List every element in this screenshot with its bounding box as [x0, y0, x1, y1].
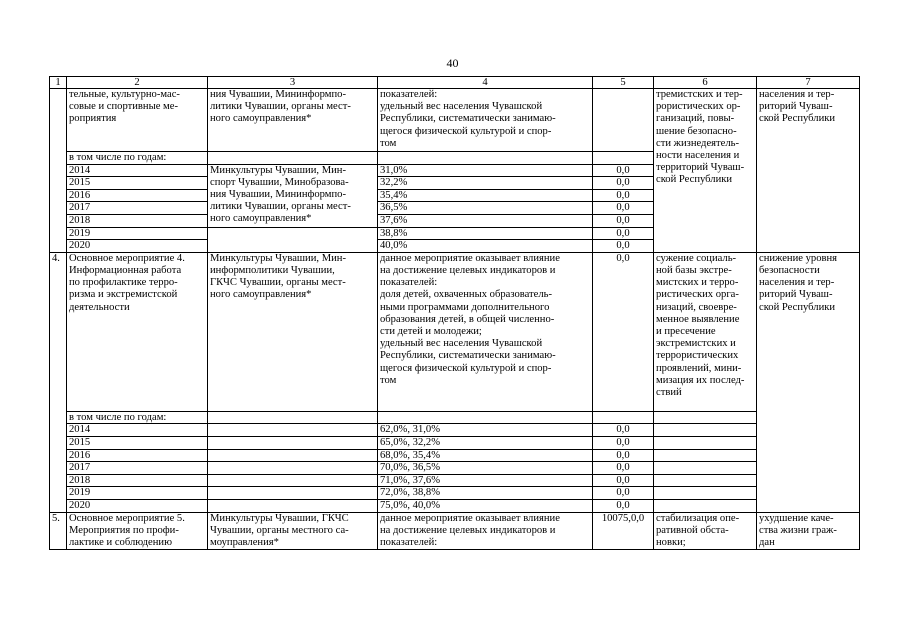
amount-cell: 0,0 — [593, 487, 654, 500]
value-cell: 35,4% — [378, 189, 593, 202]
amount-cell: 0,0 — [593, 449, 654, 462]
amount-cell: 0,0 — [593, 202, 654, 215]
amount-cell — [593, 89, 654, 152]
executors-cell: ния Чувашии, Мининформпо- литики Чувашии, органы мест- ного самоуправления* — [208, 89, 378, 152]
amount-cell: 0,0 — [593, 177, 654, 190]
amount-cell: 10075,0,0 — [593, 512, 654, 550]
value-cell: 38,8% — [378, 227, 593, 240]
col-header: 3 — [208, 77, 378, 89]
value-cell: 65,0%, 32,2% — [378, 436, 593, 449]
risk-cell: снижение уровня безопасности населения и тер- риторий Чуваш- ской Республики — [757, 252, 860, 512]
expected-result-cell: стабилизация опе- ративной обста- новки; — [654, 512, 757, 550]
indicators-cell: данное мероприятие оказывает влияние на достижение целевых индикаторов и показателей: — [378, 512, 593, 550]
event-name-cell: Основное мероприятие 4. Информационная работа по профилактике терро- ризма и экстремистской деятельности — [67, 252, 208, 411]
risk-cell: ухудшение каче- ства жизни граж- дан — [757, 512, 860, 550]
program-table — [49, 76, 860, 550]
amount-cell: 0,0 — [593, 227, 654, 240]
year-cell: 2020 — [67, 499, 208, 512]
amount-cell: 0,0 — [593, 499, 654, 512]
col-header: 6 — [654, 77, 757, 89]
year-cell: 2018 — [67, 214, 208, 227]
year-cell: 2018 — [67, 474, 208, 487]
by-years-label: в том числе по годам: — [67, 152, 208, 165]
col-header: 4 — [378, 77, 593, 89]
table-row — [50, 499, 860, 512]
expected-result-cell: сужение социаль- ной базы экстре- мистских и терро- ристических орга- низаций, своевре- менное выявление и пресечение экстремистских и террористических проявлений, мини- мизация их послед- ствий — [654, 252, 757, 411]
table-row — [50, 252, 860, 411]
expected-result-cell: тремистских и тер- рористических ор- ганизаций, повы- шение безопасно- сти жизнедеятель- ности населения и территорий Чуваш- ской Республики — [654, 89, 757, 253]
value-cell: 72,0%, 38,8% — [378, 487, 593, 500]
event-name-cell: Основное мероприятие 5. Мероприятия по профи- лактике и соблюдению — [67, 512, 208, 550]
table-row — [50, 436, 860, 449]
value-cell: 68,0%, 35,4% — [378, 449, 593, 462]
col-header: 1 — [50, 77, 67, 89]
value-cell: 36,5% — [378, 202, 593, 215]
value-cell: 71,0%, 37,6% — [378, 474, 593, 487]
year-cell: 2014 — [67, 164, 208, 177]
year-cell: 2017 — [67, 202, 208, 215]
value-cell: 40,0% — [378, 240, 593, 253]
amount-cell: 0,0 — [593, 240, 654, 253]
amount-cell: 0,0 — [593, 189, 654, 202]
column-number-row — [50, 77, 860, 89]
value-cell: 75,0%, 40,0% — [378, 499, 593, 512]
by-years-label: в том числе по годам: — [67, 411, 208, 424]
value-cell: 37,6% — [378, 214, 593, 227]
table-row — [50, 411, 860, 424]
amount-cell: 0,0 — [593, 424, 654, 437]
executors-cell: Минкультуры Чувашии, Мин- информполитики Чувашии, ГКЧС Чувашии, органы мест- ного самоуправления* — [208, 252, 378, 411]
value-cell: 31,0% — [378, 164, 593, 177]
col-header: 5 — [593, 77, 654, 89]
amount-cell: 0,0 — [593, 436, 654, 449]
page-number: 40 — [446, 56, 459, 70]
year-cell: 2016 — [67, 449, 208, 462]
year-cell: 2017 — [67, 462, 208, 475]
year-cell: 2016 — [67, 189, 208, 202]
year-cell: 2015 — [67, 177, 208, 190]
executors-cell: Минкультуры Чувашии, Мин- спорт Чувашии, Минобразова- ния Чувашии, Мининформпо- литики Чувашии, органы мест- ного самоуправления* — [208, 164, 378, 227]
amount-cell: 0,0 — [593, 164, 654, 177]
year-cell: 2020 — [67, 240, 208, 253]
amount-cell: 0,0 — [593, 474, 654, 487]
year-cell: 2019 — [67, 227, 208, 240]
table-row — [50, 512, 860, 550]
value-cell: 62,0%, 31,0% — [378, 424, 593, 437]
year-cell: 2015 — [67, 436, 208, 449]
table-row — [50, 462, 860, 475]
table-row — [50, 487, 860, 500]
row-number-cell — [50, 89, 67, 253]
indicators-cell: данное мероприятие оказывает влияние на достижение целевых индикаторов и показателей: доля детей, охваченных образователь- ными программами дополнительного образования детей, в общей численно- сти детей и молодежи; удельный вес населения Чувашской Республики, систематически занимаю- щегося физической культурой и спор- том — [378, 252, 593, 411]
amount-cell: 0,0 — [593, 252, 654, 411]
table-row — [50, 89, 860, 152]
risk-cell: населения и тер- риторий Чуваш- ской Республики — [757, 89, 860, 253]
col-header: 7 — [757, 77, 860, 89]
executors-cell: Минкультуры Чувашии, ГКЧС Чувашии, органы местного са- моуправления* — [208, 512, 378, 550]
year-cell: 2014 — [67, 424, 208, 437]
value-cell: 32,2% — [378, 177, 593, 190]
indicators-cell: показателей: удельный вес населения Чувашской Республики, систематически занимаю- щегося физической культурой и спор- том — [378, 89, 593, 152]
value-cell: 70,0%, 36,5% — [378, 462, 593, 475]
amount-cell: 0,0 — [593, 214, 654, 227]
event-name-cell: тельные, культурно-мас- совые и спортивные ме- роприятия — [67, 89, 208, 152]
year-cell: 2019 — [67, 487, 208, 500]
table-row — [50, 449, 860, 462]
row-number-cell: 5. — [50, 512, 67, 550]
row-number-cell: 4. — [50, 252, 67, 512]
amount-cell: 0,0 — [593, 462, 654, 475]
table-row — [50, 424, 860, 437]
table-row — [50, 474, 860, 487]
col-header: 2 — [67, 77, 208, 89]
